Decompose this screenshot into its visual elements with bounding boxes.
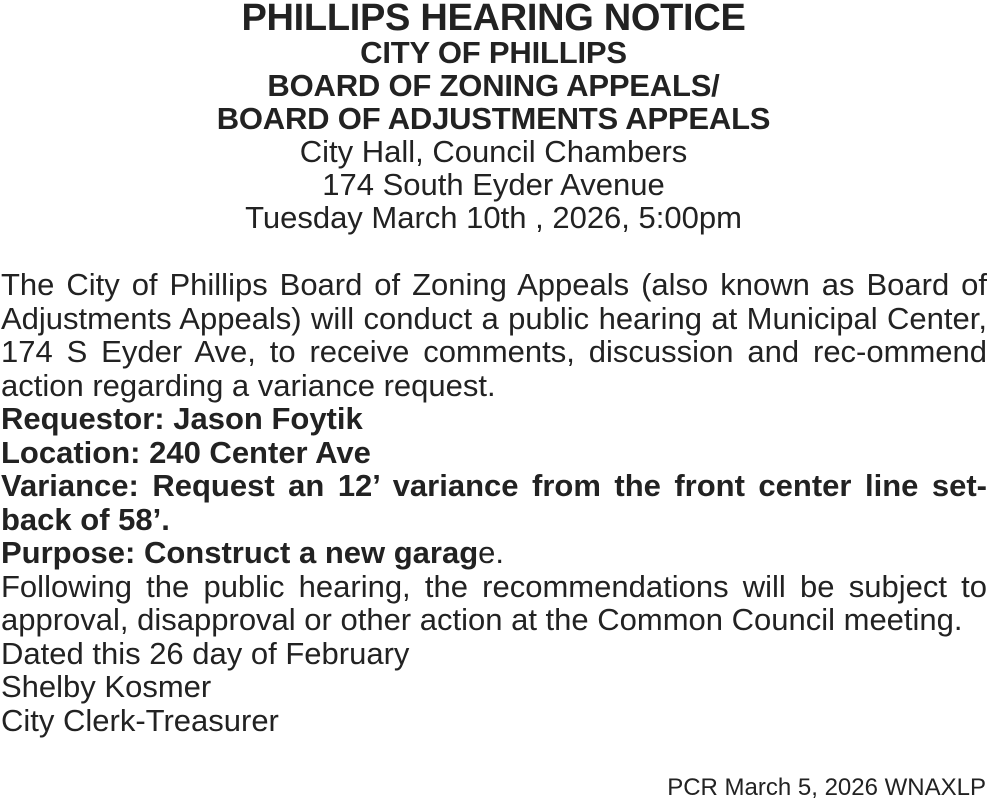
purpose-bold-text: Purpose: Construct a new garag [1,535,479,570]
publication-line: PCR March 5, 2026 WNAXLP [667,774,986,801]
notice-body [1,268,987,737]
location-line: Location: 240 Center Ave [1,434,371,470]
requestor-line: Requestor: Jason Foytik [1,401,363,436]
board-alt-name: BOARD OF ADJUSTMENTS APPEALS [216,101,771,136]
intro-paragraph: The City of Phillips Board of Zoning Appeals (also known as Board of Adjustments Appeals) will conduct a public hearing at Municipal Center, 174 S Eyder Ave, to receive comments, discussion and rec-ommend action regarding a variance request. [1,267,987,403]
variance-line: Variance: Request an 12’ variance from the front center line set-back of 58’. [1,468,987,537]
city-name: CITY OF PHILLIPS [360,35,627,70]
purpose-line [1,536,987,570]
dated-line: Dated this 26 day of February [1,635,410,671]
following-paragraph: Following the public hearing, the recommendations will be subject to approval, disapproval or other action at the Common Council meeting. [1,568,987,637]
board-name: BOARD OF ZONING APPEALS/ [267,68,720,103]
signer-name: Shelby Kosmer [1,669,212,704]
notice-title: PHILLIPS HEARING NOTICE [241,0,746,39]
hearing-datetime: Tuesday March 10th , 2026, 5:00pm [245,200,742,235]
signer-title: City Clerk-Treasurer [1,702,279,738]
purpose-rest-text: e. [478,535,504,570]
hearing-venue: City Hall, Council Chambers [299,134,688,169]
notice-header [0,0,987,234]
hearing-address: 174 South Eyder Avenue [322,167,665,202]
